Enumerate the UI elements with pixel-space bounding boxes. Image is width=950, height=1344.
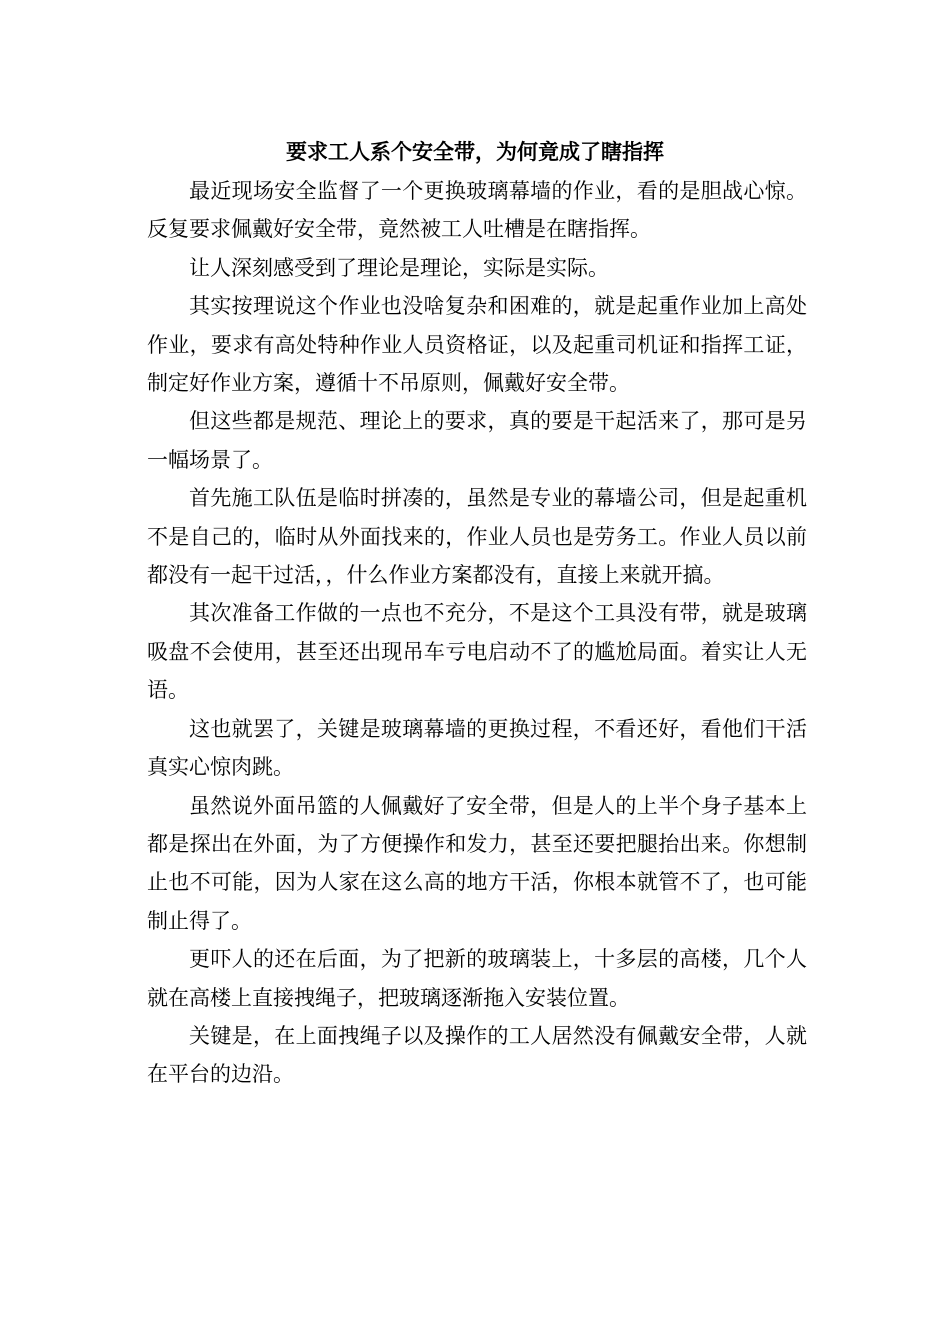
paragraph: 但这些都是规范、理论上的要求，真的要是干起活来了，那可是另一幅场景了。 <box>147 409 807 472</box>
paragraph: 让人深刻感受到了理论是理论，实际是实际。 <box>189 255 609 280</box>
paragraph: 最近现场安全监督了一个更换玻璃幕墙的作业，看的是胆战心惊。反复要求佩戴好安全带，竟然被工人吐槽是在瞎指挥。 <box>147 179 807 242</box>
paragraph: 其次准备工作做的一点也不充分，不是这个工具没有带，就是玻璃吸盘不会使用，甚至还出现吊车亏电启动不了的尴尬局面。着实让人无语。 <box>147 601 807 703</box>
paragraph: 其实按理说这个作业也没啥复杂和困难的，就是起重作业加上高处作业，要求有高处特种作业人员资格证，以及起重司机证和指挥工证，制定好作业方案，遵循十不吊原则，佩戴好安全带。 <box>147 294 807 396</box>
paragraph: 更吓人的还在后面，为了把新的玻璃装上，十多层的高楼，几个人就在高楼上直接拽绳子，把玻璃逐渐拖入安装位置。 <box>147 947 807 1010</box>
paragraph: 这也就罢了，关键是玻璃幕墙的更换过程，不看还好，看他们干活真实心惊肉跳。 <box>147 716 807 780</box>
document-title: 要求工人系个安全带，为何竟成了瞎指挥 <box>286 140 664 164</box>
paragraph: 关键是，在上面拽绳子以及操作的工人居然没有佩戴安全带，人就在平台的边沿。 <box>147 1023 807 1087</box>
paragraph: 虽然说外面吊篮的人佩戴好了安全带，但是人的上半个身子基本上都是探出在外面，为了方便操作和发力，甚至还要把腿抬出来。你想制止也不可能，因为人家在这么高的地方干活，你根本就管不了，也可能制止得了。 <box>147 793 807 933</box>
document-body <box>147 172 807 1094</box>
paragraph: 首先施工队伍是临时拼凑的，虽然是专业的幕墙公司，但是起重机不是自己的，临时从外面找来的，作业人员也是劳务工。作业人员以前都没有一起干过活，，什么作业方案都没有，直接上来就开搞。 <box>147 486 807 588</box>
